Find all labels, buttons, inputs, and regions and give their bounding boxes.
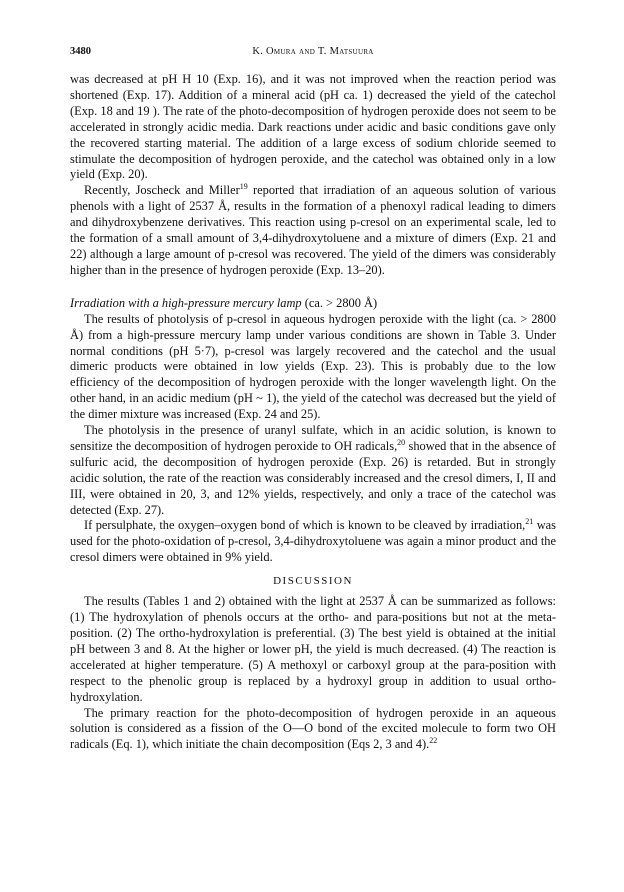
paragraph-primary-reaction: [70, 706, 556, 754]
paragraph-persulphate: [70, 518, 556, 566]
paragraph-continued: was decreased at pH H 10 (Exp. 16), and it was not improved when the reaction period was shortened (Exp. 17). Addition of a mineral acid (pH ca. 1) decreased the yield of the catechol (Exp. 18 and 19 ). The rate of the photo-decomposition of hydrogen peroxide does not seem to be accelerated in strongly acidic media. Dark reactions under acidic and basic conditions gave only the recovered starting material. The addition of a large excess of sodium chloride seemed to stimulate the decomposition of hydrogen peroxide, and the catechol was obtained only in a low yield (Exp. 20).: [70, 72, 556, 182]
paragraph-text: showed that in the absence of sulfuric acid, the decomposition of hydrogen peroxide (Exp. 26) is retarded. But in strongly acidic solution, the rate of the reaction was considerably increased and the cresol dimers, I, II and III, were obtained in 20, 3, and 12% yields, respectively, and only a trace of the catechol was detected (Exp. 27).: [70, 438, 556, 517]
paragraph-text: If persulphate, the oxygen–oxygen bond of which is known to be cleaved by irradiation,: [84, 518, 526, 533]
subsection-heading-italic: Irradiation with a high-pressure mercury lamp: [70, 295, 302, 310]
paragraph-summary: The results (Tables 1 and 2) obtained with the light at 2537 Å can be summarized as follows: (1) The hydroxylation of phenols occurs at the ortho- and para-positions but not at the meta-position. (2) The ortho-hydroxylation is preferential. (3) The best yield is obtained at the initial pH between 3 and 8. At the higher or lower pH, the yield is much decreased. (4) The reaction is accelerated at higher temperature. (5) A methoxyl or carboxyl group at the para-position with respect to the phenolic group is replaced by a hydroxyl group in addition to usual ortho-hydroxylation.: [70, 594, 556, 704]
reference-marker: 19: [239, 182, 248, 192]
paragraph-text: The photolysis in the presence of uranyl sulfate, which in an acidic solution, is known to sensitize the decomposition of hydrogen peroxide to OH radicals,: [70, 423, 556, 453]
running-title: K. Omura and T. Matsuura: [252, 46, 374, 57]
paragraph-photolysis: The results of photolysis of p-cresol in aqueous hydrogen peroxide with the light (ca. > 2800 Å) from a high-pressure mercury lamp under various conditions are shown in Table 3. Under normal conditions (pH 5·7), p-cresol was largely recovered and the catechol and the usual dimeric products were obtained in low yields (Exp. 23). This is probably due to the low efficiency of the decomposition of hydrogen peroxide with the longer wavelength light. On the other hand, in an acidic medium (pH ~ 1), the yield of the catechol was decreased but the yield of the dimer mixture was increased (Exp. 24 and 25).: [70, 311, 556, 422]
article-body: [70, 72, 556, 753]
reference-marker: 21: [525, 517, 534, 527]
paragraph-text: reported that irradiation of an aqueous solution of various phenols with a light of 2537 Å, results in the formation of a phenoxyl radical leading to dimers and dihydroxybenzene derivatives. This reaction using p-cresol on an experimental scale, led to the formation of a small amount of 3,4-dihydroxytoluene and a mixture of dimers (Exp. 21 and 22) although a large amount of p-cresol was recovered. The yield of the dimers was considerably higher than in the presence of hydrogen peroxide (Exp. 13–20).: [70, 183, 556, 277]
subsection-heading-condition: (ca. > 2800 Å): [301, 295, 378, 310]
page-number: 3480: [70, 46, 91, 57]
reference-marker: 20: [397, 437, 406, 447]
paragraph-text: Recently, Joscheck and Miller: [84, 183, 240, 198]
paragraph-uranyl-sulfate: [70, 423, 556, 518]
paragraph-text: The primary reaction for the photo-decomposition of hydrogen peroxide in an aqueous solution is considered as a fission of the O—O bond of the excited molecule to form two OH radicals (Eq. 1), which initiate the chain decomposition (Eqs 2, 3 and 4).: [70, 705, 556, 752]
section-heading-discussion: DISCUSSION: [273, 575, 353, 588]
subsection-heading: [70, 296, 556, 312]
paragraph-text: was used for the photo-oxidation of p-cresol, 3,4-dihydroxytoluene was again a minor product and the cresol dimers were obtained in 9% yield.: [70, 518, 557, 565]
reference-marker: 22: [429, 736, 438, 746]
page-header: [70, 46, 556, 60]
paragraph-joscheck-miller: [70, 183, 556, 278]
journal-page: [70, 46, 556, 753]
